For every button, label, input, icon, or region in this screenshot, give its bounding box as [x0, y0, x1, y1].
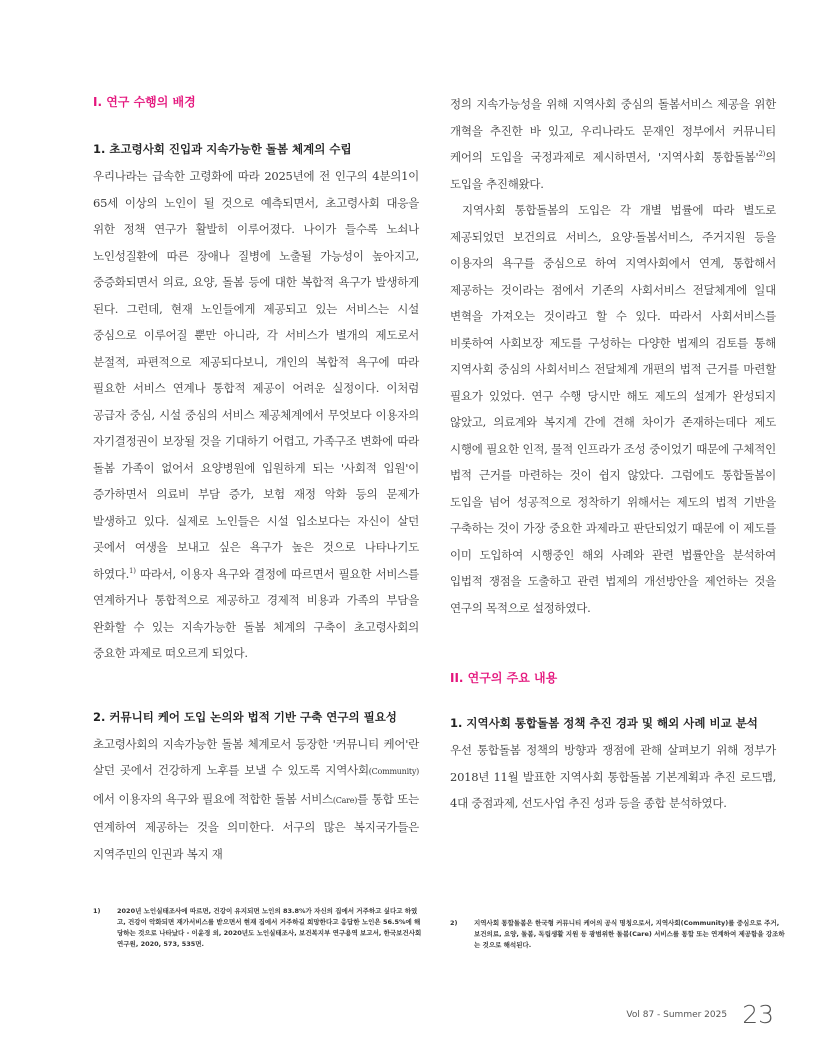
- subheading-community-care: 2. 커뮤니티 케어 도입 논의와 법적 기반 구축 연구의 필요성: [93, 709, 397, 724]
- footnote-1: [93, 906, 423, 950]
- paragraph-aging-background: [93, 163, 419, 667]
- right-column: [450, 93, 776, 817]
- footnote-ref-1[interactable]: 1): [128, 566, 136, 575]
- subheading-super-aged-society: 1. 초고령사회 진입과 지속가능한 돌봄 체계의 수립: [93, 142, 352, 156]
- footnote-text: 지역사회 통합돌봄은 한국형 커뮤니티 케어의 공식 명칭으로서, 지역사회(Community)를 중심으로 주거, 보건의료, 요양, 돌봄, 독립생활 지원 등 광범위한 돌봄(Care) 서비스를 통합 또는 연계하여 제공함을 강조하는 것으로 해석된다.: [474, 919, 785, 949]
- paragraph-reform-continuation: [450, 91, 776, 197]
- paragraph-text: 를 통합 또는 연계하여 제공하는 것을 의미한다. 서구의 많은 복지국가들은 지역주민의 인권과 복지 재: [93, 791, 419, 861]
- footnote-text: 2020년 노인실태조사에 따르면, 건강이 유지되면 노인의 83.8%가 자신의 집에서 거주하고 싶다고 하였고, 건강이 악화되면 재가서비스를 받으면서 현재 집에서 거주하길 희망한다고 응답한 노인은 56.5%에 해당하는 것으로 나타났다 - 이윤경 외, 2020년도 노인실태조사, 보건복지부 연구용역 보고서, 한국보건사회연구원, 2020, 573, 535면.: [117, 907, 422, 948]
- issue-label: Vol 87 - Summer 2025: [626, 1009, 728, 1020]
- footnote-number: 1): [93, 907, 101, 915]
- paragraph-text: 의 도입을 추진해왔다.: [450, 150, 776, 191]
- paragraph-text: 정의 지속가능성을 위해 지역사회 중심의 돌봄서비스 제공을 위한 개혁을 추진한 바 있고, 우리나라도 문재인 정부에서 커뮤니티 케어의 도입을 국정과제로 제시하면서, '지역사회 통합돌봄': [450, 97, 776, 164]
- paragraph-text: 초고령사회의 지속가능한 돌봄 체계로서 등장한 '커뮤니티 케어'란 살던 곳에서 건강하게 노후를 보낼 수 있도록 지역사회: [93, 736, 419, 777]
- page-footer: [626, 1000, 774, 1029]
- paragraph-text: 에서 이용자의 욕구와 필요에 적합한 돌봄 서비스: [93, 791, 333, 806]
- footnote-ref-2[interactable]: 2): [758, 150, 766, 159]
- left-column: [93, 93, 419, 867]
- paragraph-text: 우리나라는 급속한 고령화에 따라 2025년에 전 인구의 4분의1이 65세 이상의 노인이 될 것으로 예측되면서, 초고령사회 대응을 위한 정책 연구가 활발히 이루어졌다. 나이가 들수록 노쇠나 노인성질환에 따른 장애나 질병에 노출될 가능성이 높아지고, 중증화되면서 의료, 요양, 돌봄 등에 대한 복합적 욕구가 발생하게 된다. 그런데, 현재 노인들에게 제공되고 있는 서비스는 시설 중심으로 이루어질 뿐만 아니라, 각 서비스가 별개의 제도로서 분절적, 파편적으로 제공되다보니, 개인의 복합적 욕구에 따라 필요한 서비스 연계나 통합적 제공이 어려운 실정이다. 이처럼 공급자 중심, 시설 중심의 서비스 제공체계에서 무엇보다 이용자의 자기결정권이 보장될 것을 기대하기 어렵고, 가족구조 변화에 따라 돌봄 가족이 없어서 요양병원에 입원하게 되는 '사회적 입원'이 증가하면서 의료비 부담 증가, 보험 재정 악화 등의 문제가 발생하고 있다. 실제로 노인들은 시설 입소보다는 자신이 살던 곳에서 여생을 보내고 싶은 욕구가 높은 것으로 나타나기도 하였다.: [93, 169, 419, 581]
- paragraph-integrated-care: 지역사회 통합돌봄의 도입은 각 개별 법률에 따라 별도로 제공되었던 보건의료 서비스, 요양·돌봄서비스, 주거지원 등을 이용자의 욕구를 중심으로 하여 지역사회에서 연계, 통합해서 제공하는 것이라는 점에서 기존의 사회서비스 전달체계에 일대 변혁을 가져오는 것이라고 할 수 있다. 따라서 사회서비스를 비롯하여 사회보장 제도를 구성하는 다양한 법제의 검토를 통해 지역사회 중심의 사회서비스 전달체계 개편의 법적 근거를 마련할 필요가 있었다. 연구 수행 당시만 해도 제도의 설계가 완성되지 않았고, 의료계와 복지계 간에 견해 차이가 존재하는데다 제도 시행에 필요한 인적, 물적 인프라가 조성 중이었기 때문에 구체적인 법적 근거를 마련하는 것이 쉽지 않았다. 그럼에도 통합돌봄이 도입을 넘어 성공적으로 정착하기 위해서는 제도의 법적 기반을 구축하는 것이 가장 중요한 과제라고 판단되었기 때문에 이 제도를 이미 도입하여 시행중인 해외 사례와 관련 법률안을 분석하여 입법적 쟁점을 도출하고 관련 법제의 개선방안을 제언하는 것을 연구의 목적으로 설정하였다.: [450, 203, 776, 615]
- footnote-number: 2): [450, 919, 458, 927]
- page-number: 23: [742, 1000, 774, 1029]
- paragraph-policy-analysis: 우선 통합돌봄 정책의 방향과 쟁점에 관해 살펴보기 위해 정부가 2018년 11월 발표한 지역사회 통합돌봄 기본계획과 추진 로드맵, 4대 중점과제, 선도사업 추진 성과 등을 종합 분석하였다.: [450, 743, 776, 810]
- section-title-background: I. 연구 수행의 배경: [93, 95, 196, 109]
- subheading-policy-progress: 1. 지역사회 통합돌봄 정책 추진 경과 및 해외 사례 비교 분석: [450, 716, 758, 730]
- term-care: (Care): [332, 795, 358, 805]
- paragraph-text: 따라서, 이용자 욕구와 결정에 따르면서 필요한 서비스를 연계하거나 통합적으로 제공하고 경제적 비용과 가족의 부담을 완화할 수 있는 지속가능한 돌봄 체계의 구축이 초고령사회의 중요한 과제로 떠오르게 되었다.: [93, 566, 419, 660]
- paragraph-community-care: [93, 731, 419, 868]
- section-title-main-content: II. 연구의 주요 내용: [450, 671, 558, 685]
- footnote-2: [450, 918, 785, 951]
- term-community: (Community): [368, 767, 419, 776]
